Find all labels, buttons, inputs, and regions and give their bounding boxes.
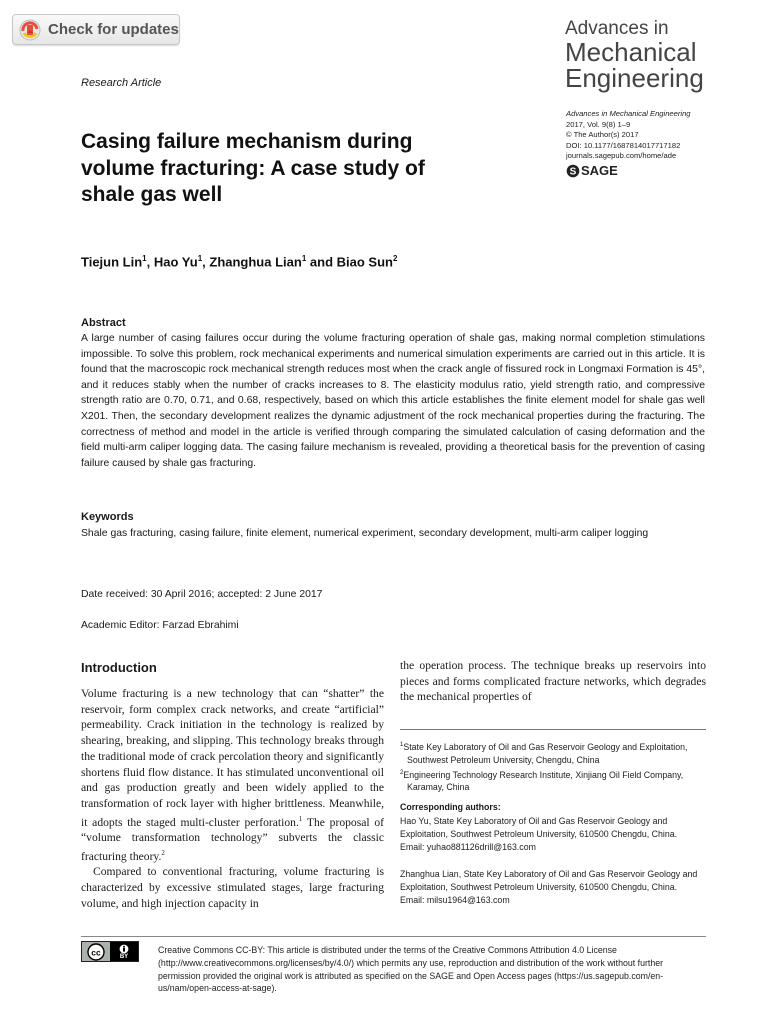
journal-title-line1: Advances in bbox=[565, 18, 669, 39]
corresponding-author bbox=[400, 868, 706, 906]
affiliation-number: 2 bbox=[400, 769, 404, 776]
meta-journal-name: Advances in Mechanical Engineering bbox=[566, 109, 691, 118]
corresponding-author-email[interactable]: Email: yuhao881126drill@163.com bbox=[400, 841, 536, 852]
author-name[interactable]: Biao Sun bbox=[336, 254, 393, 270]
check-for-updates-label: Check for updates bbox=[48, 21, 179, 38]
license-divider bbox=[81, 936, 706, 937]
intro-paragraph bbox=[81, 686, 384, 864]
introduction-left-column bbox=[81, 686, 384, 912]
author-separator: , bbox=[146, 254, 154, 270]
corresponding-authors-heading: Corresponding authors: bbox=[400, 802, 501, 812]
meta-volume: 2017, Vol. 9(8) 1–9 bbox=[566, 119, 631, 129]
author-affil-ref: 1 bbox=[301, 254, 307, 263]
check-for-updates-button[interactable] bbox=[12, 14, 180, 45]
academic-editor: Academic Editor: Farzad Ebrahimi bbox=[81, 620, 239, 631]
introduction-right-column: the operation process. The technique breaks up reservoirs into pieces and forms complicated fracture networks, which degrades the mechanical properties of bbox=[400, 659, 706, 704]
meta-url[interactable]: journals.sagepub.com/home/ade bbox=[566, 151, 677, 161]
footnote-divider bbox=[400, 729, 706, 730]
abstract-text: A large number of casing failures occur during the volume fracturing operation of shale gas, making normal completion stimulations impossible. To solve this problem, rock mechanical experiments and numerical simulation experiments are carried out in this article. It is found that the macroscopic rock mechanical strength reduces most when the crack angle of fissured rock in Longmaxi Formation is 45°, and it reduces stably when the number of cracks increases to 8. The elasticity modulus ratio, yield strength ratio, and compressive strength ratio are 0.70, 0.71, and 0.68, respectively, based on which this article establishes the finite element model for shale gas well X201. Then, the secondary development realizes the dynamic adjustment of the rock mechanical properties during the fracturing. The correctness of method and model in the article is verified through comparing the simulated calculation of casing deformation and the field multi-arm caliper logging data. The casing failure mechanism is revealed, providing a theoretical basis for the prevention of casing failure caused by shale gas fracturing. bbox=[81, 333, 705, 469]
author-affil-ref: 1 bbox=[142, 254, 147, 263]
check-for-updates-icon bbox=[19, 19, 41, 41]
dates-received: Date received: 30 April 2016; accepted: 2 June 2017 bbox=[81, 589, 323, 600]
sage-logo bbox=[566, 164, 691, 178]
paper-title-line3: shale gas well bbox=[81, 183, 223, 206]
keywords-heading: Keywords bbox=[81, 511, 134, 523]
corresponding-author-address: Zhanghua Lian, State Key Laboratory of Oil and Gas Reservoir Geology and Exploitation, Southwest Petroleum University, 610500 Chengdu, China. bbox=[400, 869, 698, 892]
author-affil-ref: 1 bbox=[197, 254, 203, 263]
svg-text:cc: cc bbox=[91, 946, 101, 957]
author-affil-ref: 2 bbox=[392, 254, 398, 263]
affiliation-number: 1 bbox=[400, 742, 404, 748]
paper-title-line2: volume fracturing: A case study of bbox=[81, 156, 425, 180]
author-list bbox=[81, 254, 397, 269]
intro-paragraph: Compared to conventional fracturing, volume fracturing is characterized by excessive stimulated stages, large fracturing volume, and high injection capacity in bbox=[81, 865, 384, 910]
sage-logo-icon bbox=[566, 164, 580, 178]
svg-text:S: S bbox=[569, 166, 577, 178]
meta-doi[interactable]: DOI: 10.1177/1687814017717182 bbox=[566, 140, 681, 150]
affiliation-text: Engineering Technology Research Institute, Xinjiang Oil Field Company, Karamay, China bbox=[403, 769, 684, 793]
article-type: Research Article bbox=[81, 77, 162, 89]
author-name[interactable]: Hao Yu bbox=[153, 254, 198, 270]
intro-paragraph-text: Volume fracturing is a new technology that can “shatter” the reservoir, form complex crack networks, and create “artificial” permeability. Crack initiation in the technology is realized by shearing, breaking, and slipping. This technology breaks through the traditional mode of crack percolation theory and significantly shortens fluid flow distance. It has stimulated unconventional oil and gas production greatly and been widely applied to the transformation of rock layer with higher brittleness. Meanwhile, it adopts the staged multi-cluster perforation. bbox=[81, 687, 384, 829]
paper-title-line1: Casing failure mechanism during bbox=[81, 130, 413, 153]
journal-title-line2: Mechanical bbox=[565, 37, 697, 67]
journal-title-line3: Engineering bbox=[565, 63, 704, 93]
intro-paragraph-text: The proposal of “volume transformation technology” subverts the classic fracturing theory. bbox=[81, 815, 384, 863]
keywords-text: Shale gas fracturing, casing failure, finite element, numerical experiment, secondary development, multi-arm caliper logging bbox=[81, 528, 649, 539]
journal-title bbox=[565, 19, 755, 91]
sage-logo-text: SAGE bbox=[581, 162, 618, 178]
introduction-heading: Introduction bbox=[81, 660, 157, 675]
license-statement: Creative Commons CC-BY: This article is distributed under the terms of the Creative Commons Attribution 4.0 License (http://www.creativecommons.org/licenses/by/4.0/) which permits any use, reproduction and distribution of the work without further permission provided the original work is attributed as specified on the SAGE and Open Access pages (https://us.sagepub.com/en-us/nam/open-access-at-sage). bbox=[158, 945, 664, 994]
affiliations bbox=[400, 739, 706, 794]
meta-copyright: © The Author(s) 2017 bbox=[566, 130, 639, 140]
by-label: BY bbox=[119, 953, 129, 960]
license-text bbox=[81, 944, 706, 995]
abstract-heading: Abstract bbox=[81, 317, 126, 329]
corresponding-author bbox=[400, 815, 706, 853]
author-name[interactable]: Zhanghua Lian bbox=[209, 254, 302, 270]
corresponding-author-email[interactable]: Email: milsu1964@163.com bbox=[400, 894, 510, 905]
author-separator: , bbox=[202, 254, 210, 270]
affiliation-item bbox=[400, 767, 706, 795]
author-separator: and bbox=[306, 254, 337, 270]
author-name[interactable]: Tiejun Lin bbox=[81, 254, 143, 270]
corresponding-author-address: Hao Yu, State Key Laboratory of Oil and Gas Reservoir Geology and Exploitation, Southwest Petroleum University, 610500 Chengdu, China. bbox=[400, 816, 678, 839]
citation-ref[interactable]: 2 bbox=[161, 848, 165, 857]
citation-ref[interactable]: 1 bbox=[298, 814, 303, 823]
journal-meta bbox=[566, 109, 691, 178]
paper-title bbox=[81, 129, 481, 209]
affiliation-item bbox=[400, 739, 706, 767]
affiliation-text: State Key Laboratory of Oil and Gas Reservoir Geology and Exploitation, Southwest Petroleum University, Chengdu, China bbox=[403, 741, 688, 765]
